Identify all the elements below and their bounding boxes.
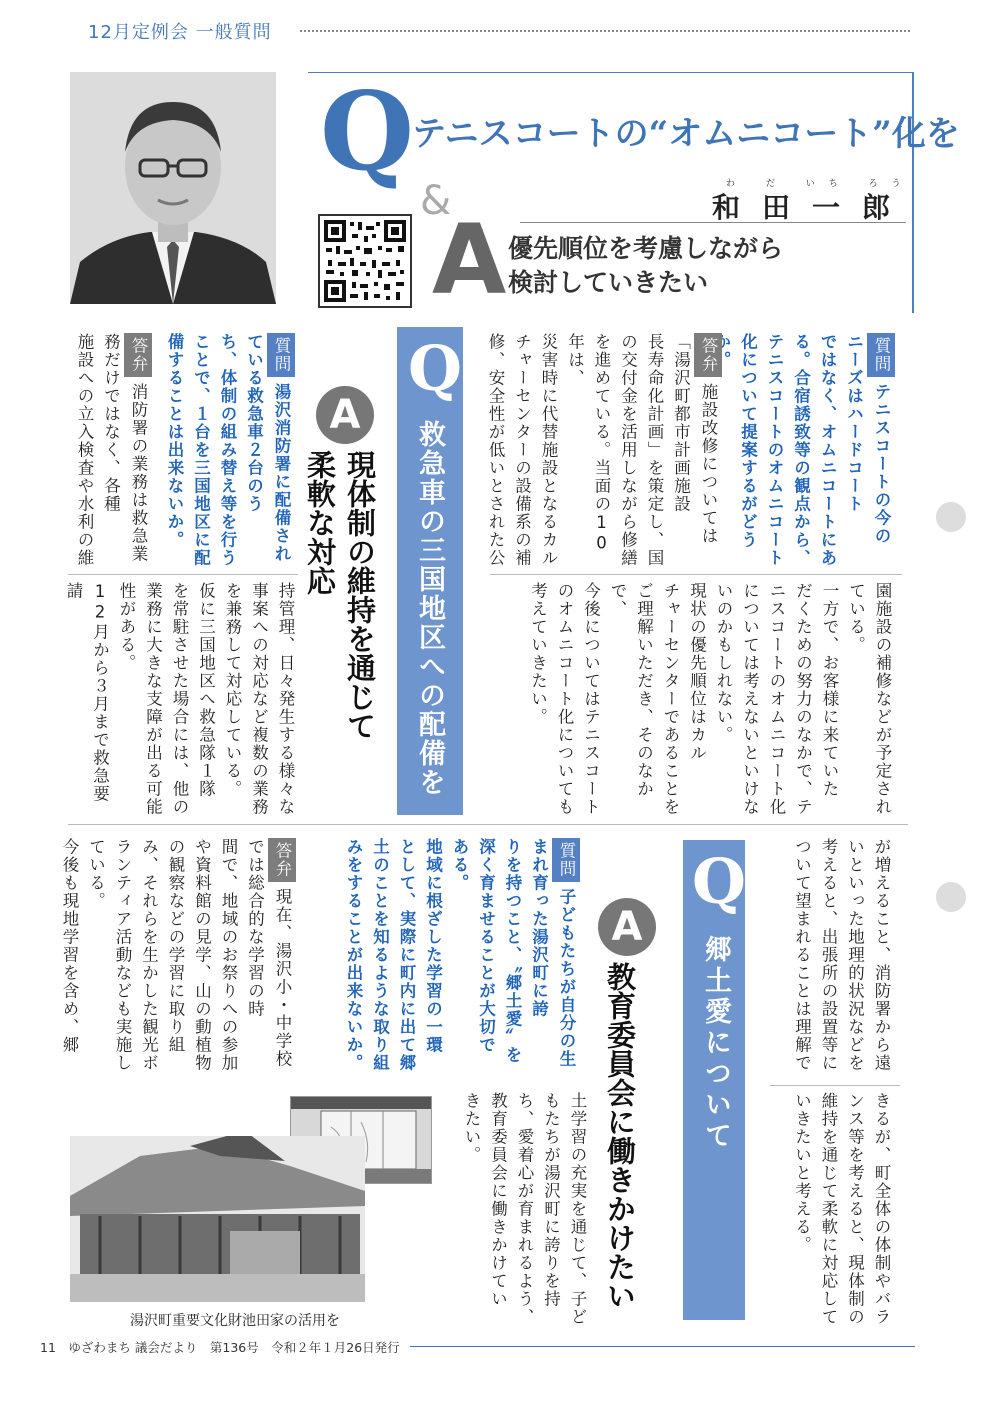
sec2-question-text: 質問湯沢消防署に配備され ている救急車２台のう ち、体制の組み替え等を行う ことで、１台を三国地区に配 備することは出来ないか。 [155,333,295,567]
sec3-question-title: 郷土愛について [700,935,731,1152]
answer-label: 答弁 [694,333,723,377]
column-divider [68,574,298,575]
sec2-question-title: 救急車の三国地区への配備を [414,420,445,797]
header-divider [300,30,910,32]
binder-hole [936,502,966,532]
sec3-answer-title: 教育委員会に働きかけたい [603,962,637,1310]
sec2-answer-title: 現体制の維持を通じて 柔軟な対応 [303,450,377,740]
column-divider [490,574,902,575]
sec1-question-text: 質問テニスコートの今の ニーズはハードコート ではなく、オムニコートにあ る。合宿誘致等の観点から、 テニスコートのオムニコート 化について提案するがどう [725,333,895,567]
footer-rule [410,1346,915,1347]
sec2-q-mark: Q [408,332,463,405]
question-label: 質問 [867,333,896,377]
answer-title: 優先順位を考慮しながら 検討していきたい [508,234,784,297]
binder-hole [936,882,966,912]
qr-code[interactable] [318,214,412,308]
sec2-answer-text: 答弁消防署の業務は救急業 務だけではなく、各種 施設への立入検査や水利の維 [68,333,152,567]
sec1-answer-text: 答弁施設改修については 「湯沢町都市計画施設 長寿命化計画」を策定し、国 の交付金を活用しながら修繕 を進めている。当面の10年は、 災害時に代替施設となるカル チャーセンターの設備系の補 修、安全性が低いとされた公 [500,333,722,567]
photo-caption: 湯沢町重要文化財池田家の活用を [130,1313,340,1329]
sec2-answer-continued: 持管理、日々発生する様々な 事案への対応など複数の業務 を兼務して対応している。 仮に三国地区へ救急隊１隊 を常駐させた場合には、他の 業務に大きな支障が出る可能 性がある。 12月から３月まで救急要請 [64,582,295,816]
sec1-answer-continued: 園施設の補修などが予定され ている。 一方で、お客様に来ていた だくための努力のなかで、テ ニスコートのオムニコート化 については考えないといけな いのかもしれない。 現状の優先順位はカル チャーセンターであることを ご理解いただき、そのなかで、 今後についてはテニスコート のオムニコート化についても 考えていきたい。 [528,582,892,816]
column-divider [770,1085,900,1086]
councilor-name: 和田一郎 [712,191,913,224]
question-mark-q: Q [320,69,415,195]
section-header: 12月定例会 一般質問 [88,22,272,43]
councilor-portrait [70,72,276,304]
name-ruby: わ だ いち ろう [726,179,915,189]
sec3-q-mark: Q [692,845,747,918]
question-label: 質問 [267,333,296,377]
name-divider [520,222,906,223]
question-label: 質問 [552,838,581,882]
ikeda-house-photo [70,1136,365,1302]
answer-label: 答弁 [268,838,297,882]
sec2-a-mark: A [316,386,374,444]
question-title: テニスコートの“オムニコート”化を [412,114,960,154]
answer-label: 答弁 [124,333,153,377]
sec3-a-mark: A [598,898,656,956]
sec3-answer-continued: 土学習の充実を通じて、子ど もたちが湯沢町に誇りを持 ち、愛着心が育まれるよう、 教育委員会に働きかけてい きたい。 [462,1092,587,1326]
ampersand: & [420,178,452,224]
page-footer: 11 ゆざわまち 議会だより 第136号 令和２年１月26日発行 [40,1340,400,1355]
sec3-question-text: 質問子どもたちが自分の生 まれ育った湯沢町に誇 りを持つこと、〝郷土愛〟を 深く育ませることが大切で ある。 地域に根ざした学習の一環 として、実際に町内に出て郷 土のことを知るような取り組 みをすることが出来ないか。 [280,838,580,1078]
sec2-answer-final-2: きるが、町全体の体制やバラ ンス等を考えると、現体制の 維持を通じて柔軟に対応して いきたいと考える。 [792,1092,891,1326]
sec3-answer-text: 答弁現在、湯沢小・中学校 では総合的な学習の時 間で、地域のお祭りへの参加 や資料館の見学、山の動植物 の観察などの学習に取り組 み、それらを生かした観光ボ ランティア活動なども実施し ている。 今後も現地学習を含め、郷 [68,838,296,1078]
answer-mark-a: A [432,204,507,316]
sec2-answer-final: が増えること、消防署から遠 いといった地理的状況などを 考えると、出張所の設置等に ついて望まれることは理解で [792,838,891,1072]
section-divider [68,824,908,825]
